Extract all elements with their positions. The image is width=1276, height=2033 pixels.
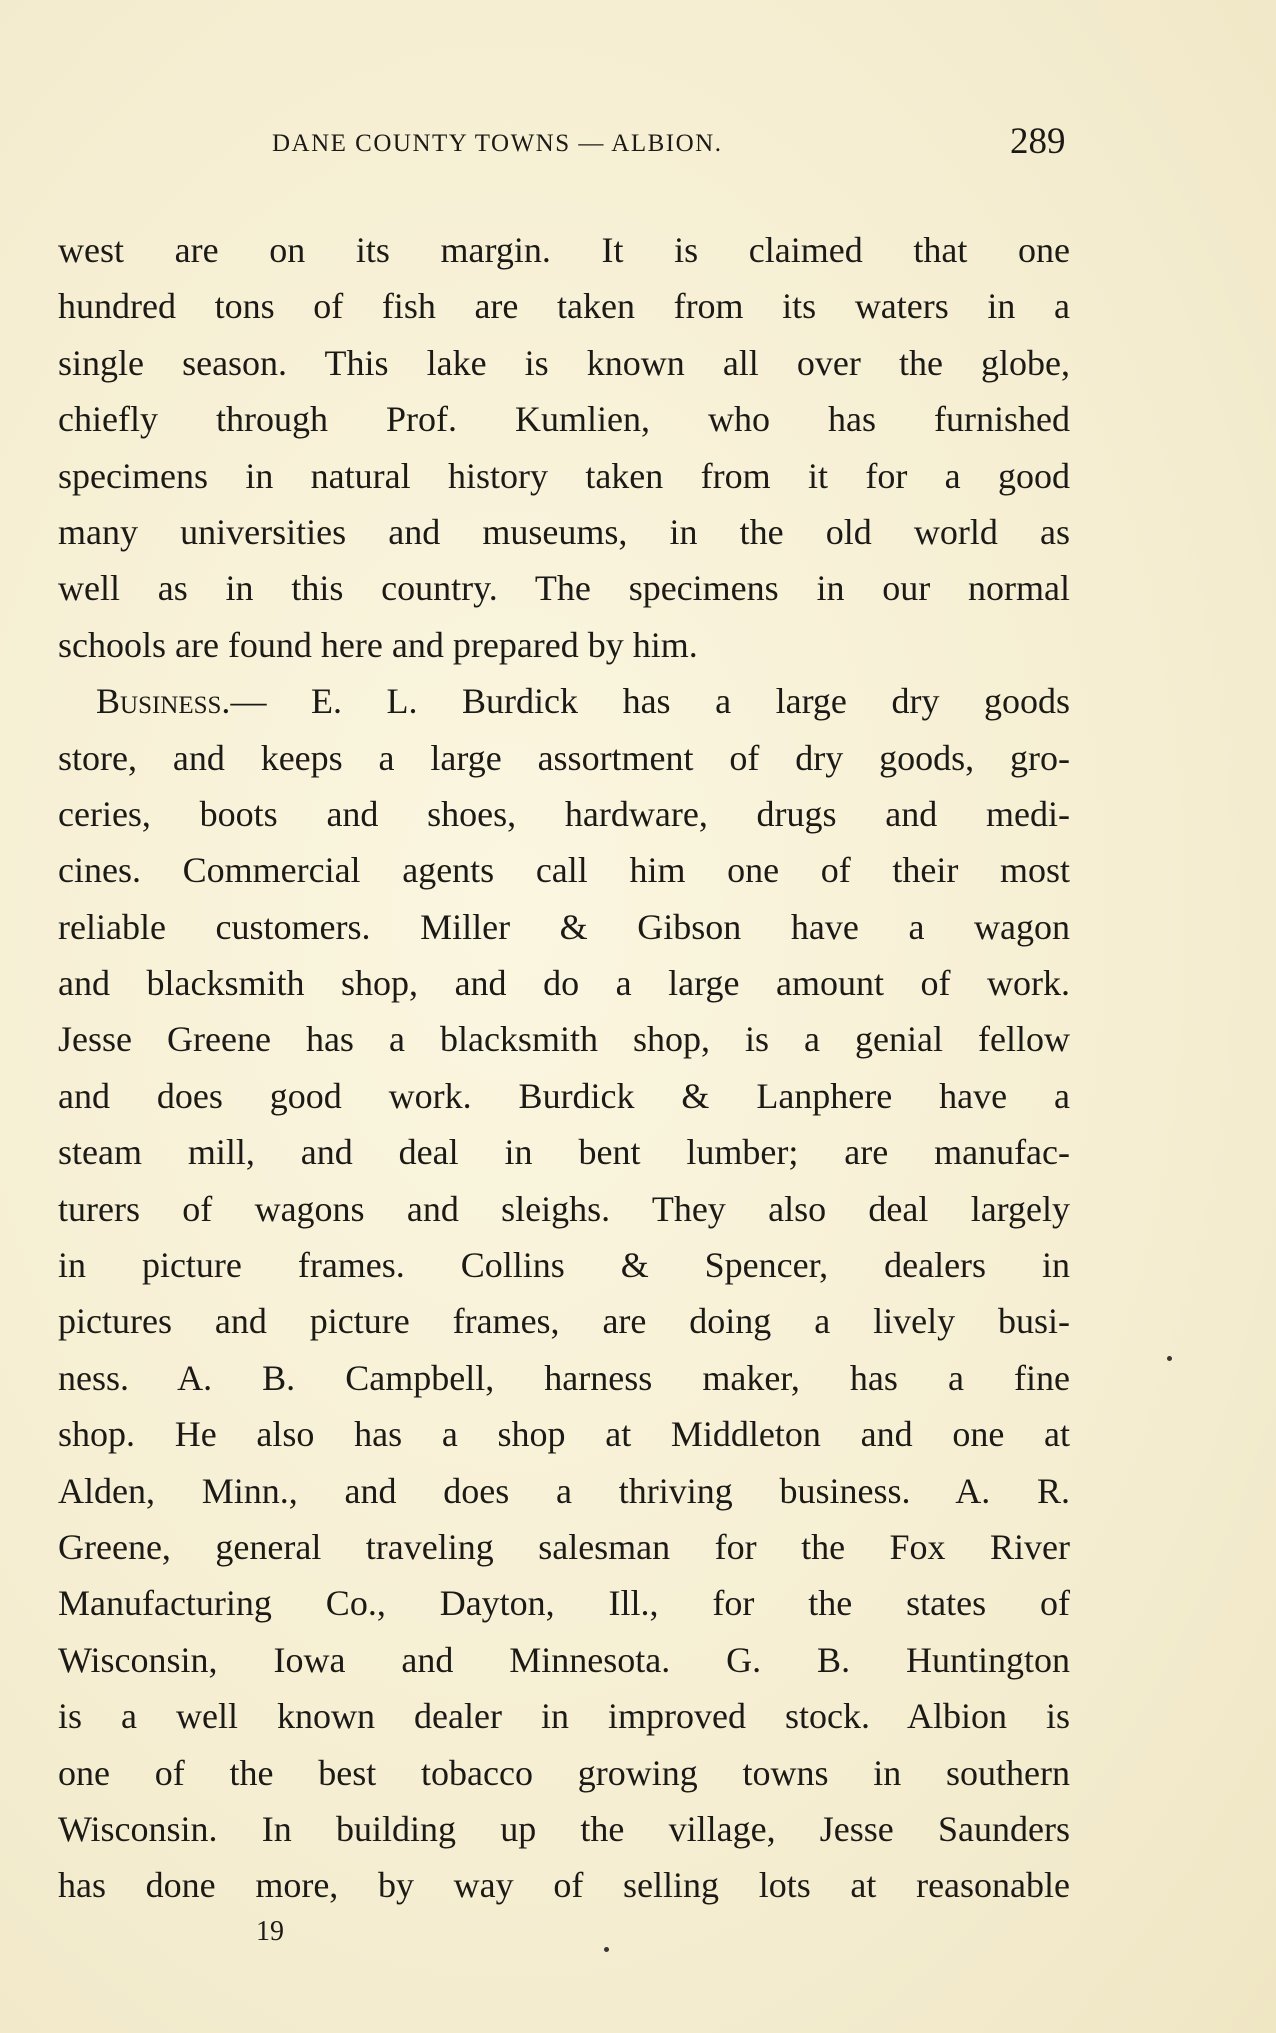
text-line: and blacksmith shop, and do a large amount of work. <box>58 963 1070 1004</box>
text-line: pictures and picture frames, are doing a lively busi- <box>58 1301 1070 1342</box>
text-line: well as in this country. The specimens in our normal <box>58 568 1070 609</box>
text-line: store, and keeps a large assortment of dry goods, gro- <box>58 737 1070 778</box>
ink-speck <box>604 1947 609 1952</box>
text-line: ness. A. B. Campbell, harness maker, has a fine <box>58 1357 1070 1398</box>
signature-mark: 19 <box>256 1916 284 1947</box>
text-line: Jesse Greene has a blacksmith shop, is a genial fellow <box>58 1019 1070 1060</box>
page-number: 289 <box>1010 121 1066 162</box>
text-line: ceries, boots and shoes, hardware, drugs and medi- <box>58 793 1070 834</box>
business-heading: Business. <box>96 681 231 722</box>
text-line: west are on its margin. It is claimed that one <box>58 230 1070 270</box>
text-line: cines. Commercial agents call him one of their most <box>58 850 1070 891</box>
body-text <box>58 222 1070 1914</box>
text-line: turers of wagons and sleighs. They also deal largely <box>58 1188 1070 1229</box>
text-line: chiefly through Prof. Kumlien, who has furnished <box>58 399 1070 440</box>
text-line: single season. This lake is known all over the globe, <box>58 342 1070 383</box>
text-line: is a well known dealer in improved stock. Albion is <box>58 1696 1070 1737</box>
text-line: steam mill, and deal in bent lumber; are manufac- <box>58 1132 1070 1173</box>
text-line: schools are found here and prepared by him. <box>58 624 698 665</box>
text-line: Manufacturing Co., Dayton, Ill., for the states of <box>58 1583 1070 1624</box>
text-line: Wisconsin. In building up the village, Jesse Saunders <box>58 1808 1070 1849</box>
text-line: Alden, Minn., and does a thriving business. A. R. <box>58 1470 1070 1511</box>
text-line: reliable customers. Miller & Gibson have a wagon <box>58 906 1070 947</box>
text-line: and does good work. Burdick & Lanphere have a <box>58 1075 1070 1116</box>
text-line: hundred tons of fish are taken from its waters in a <box>58 286 1070 327</box>
ink-speck <box>1167 1356 1172 1361</box>
text-line: Greene, general traveling salesman for the Fox River <box>58 1526 1070 1567</box>
business-paragraph-start <box>58 673 1070 729</box>
running-head: DANE COUNTY TOWNS — ALBION. <box>272 130 723 157</box>
text-line: Wisconsin, Iowa and Minnesota. G. B. Huntington <box>58 1639 1070 1680</box>
text-line: many universities and museums, in the old world as <box>58 511 1070 552</box>
text-line: one of the best tobacco growing towns in southern <box>58 1752 1070 1793</box>
business-first-line: — E. L. Burdick has a large dry goods <box>230 681 1070 722</box>
text-line: in picture frames. Collins & Spencer, dealers in <box>58 1245 1070 1286</box>
text-line: has done more, by way of selling lots at reasonable <box>58 1865 1070 1906</box>
text-line: specimens in natural history taken from it for a good <box>58 455 1070 496</box>
text-line: shop. He also has a shop at Middleton and one at <box>58 1414 1070 1455</box>
